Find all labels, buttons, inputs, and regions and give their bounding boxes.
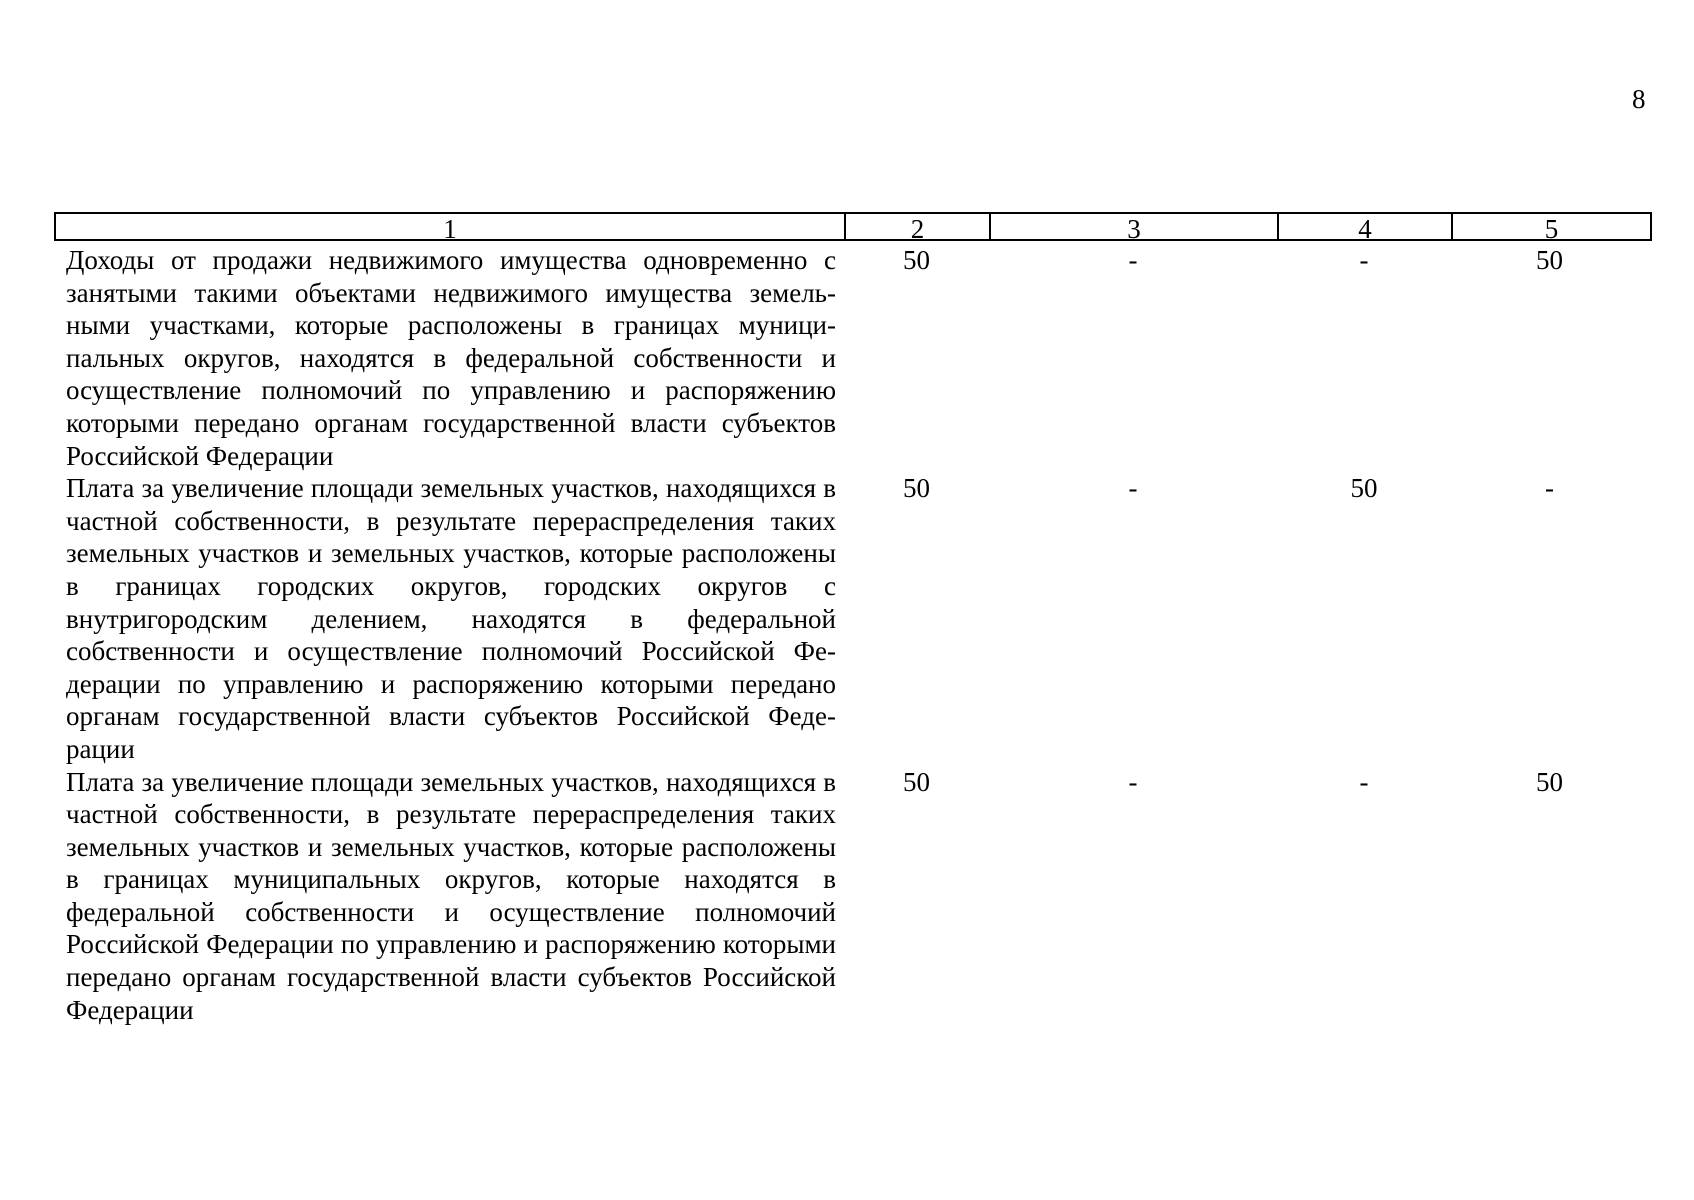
table-header-col-3: 3 [991,214,1279,239]
table-body [54,244,1652,1026]
row-value-col-4: - [1359,245,1369,275]
table-row [54,766,1652,1027]
row-value-col-3: - [1128,766,1138,797]
row-value-col-3: - [1128,245,1138,275]
row-value-col-4: 50 [1350,473,1378,504]
row-description: Плата за увеличение площади земельных участков, находящихся в частной собственности, в результате перераспределения таких земельных участков и земельных участков, которые расположены в границах муниципальных округов, которые находятся в федеральной собственности и осуществление полномочий Российской Федерации по управлению и распоряжению которыми передано органам государственной власти субъектов Российской Федерации [66,766,836,1025]
row-description: Доходы от продажи недвижимого имущества одновременно с занятыми такими объектами недвижимого имущества земельными участками, которые расположены в границах муниципальных округов, находятся в федеральной собственности и осуществление полномочий по управлению и распоряжению которыми передано органам государственной власти субъектов Российской Федерации [66,245,836,471]
table-header [54,212,1652,244]
page-number: 8 [1632,84,1646,114]
row-description: Плата за увеличение площади земельных участков, находящихся в частной собственности, в результате перераспределения таких земельных участков и земельных участков, которые расположены в границах городских округов, городских округов с внутригородским делением, находятся в федеральной собственности и осуществление полномочий Российской Федерации по управлению и распоряжению которыми передано органам государственной власти субъектов Российской Федерации [66,473,836,764]
table-row [54,472,1652,765]
row-value-col-2: 50 [903,473,930,504]
table-header-col-5: 5 [1544,214,1559,244]
row-value-col-3: - [1128,473,1138,504]
table-header-col-4: 4 [1279,214,1453,239]
table-header-col-2: 2 [846,214,991,239]
row-value-col-5: 50 [1536,245,1563,275]
table-header-col-1: 1 [56,214,846,239]
row-value-col-5: 50 [1536,766,1563,797]
row-value-col-2: 50 [903,245,930,275]
row-value-col-5: - [1545,473,1554,504]
row-value-col-2: 50 [903,766,930,797]
table-row [54,244,1652,472]
row-value-col-4: - [1359,766,1369,797]
